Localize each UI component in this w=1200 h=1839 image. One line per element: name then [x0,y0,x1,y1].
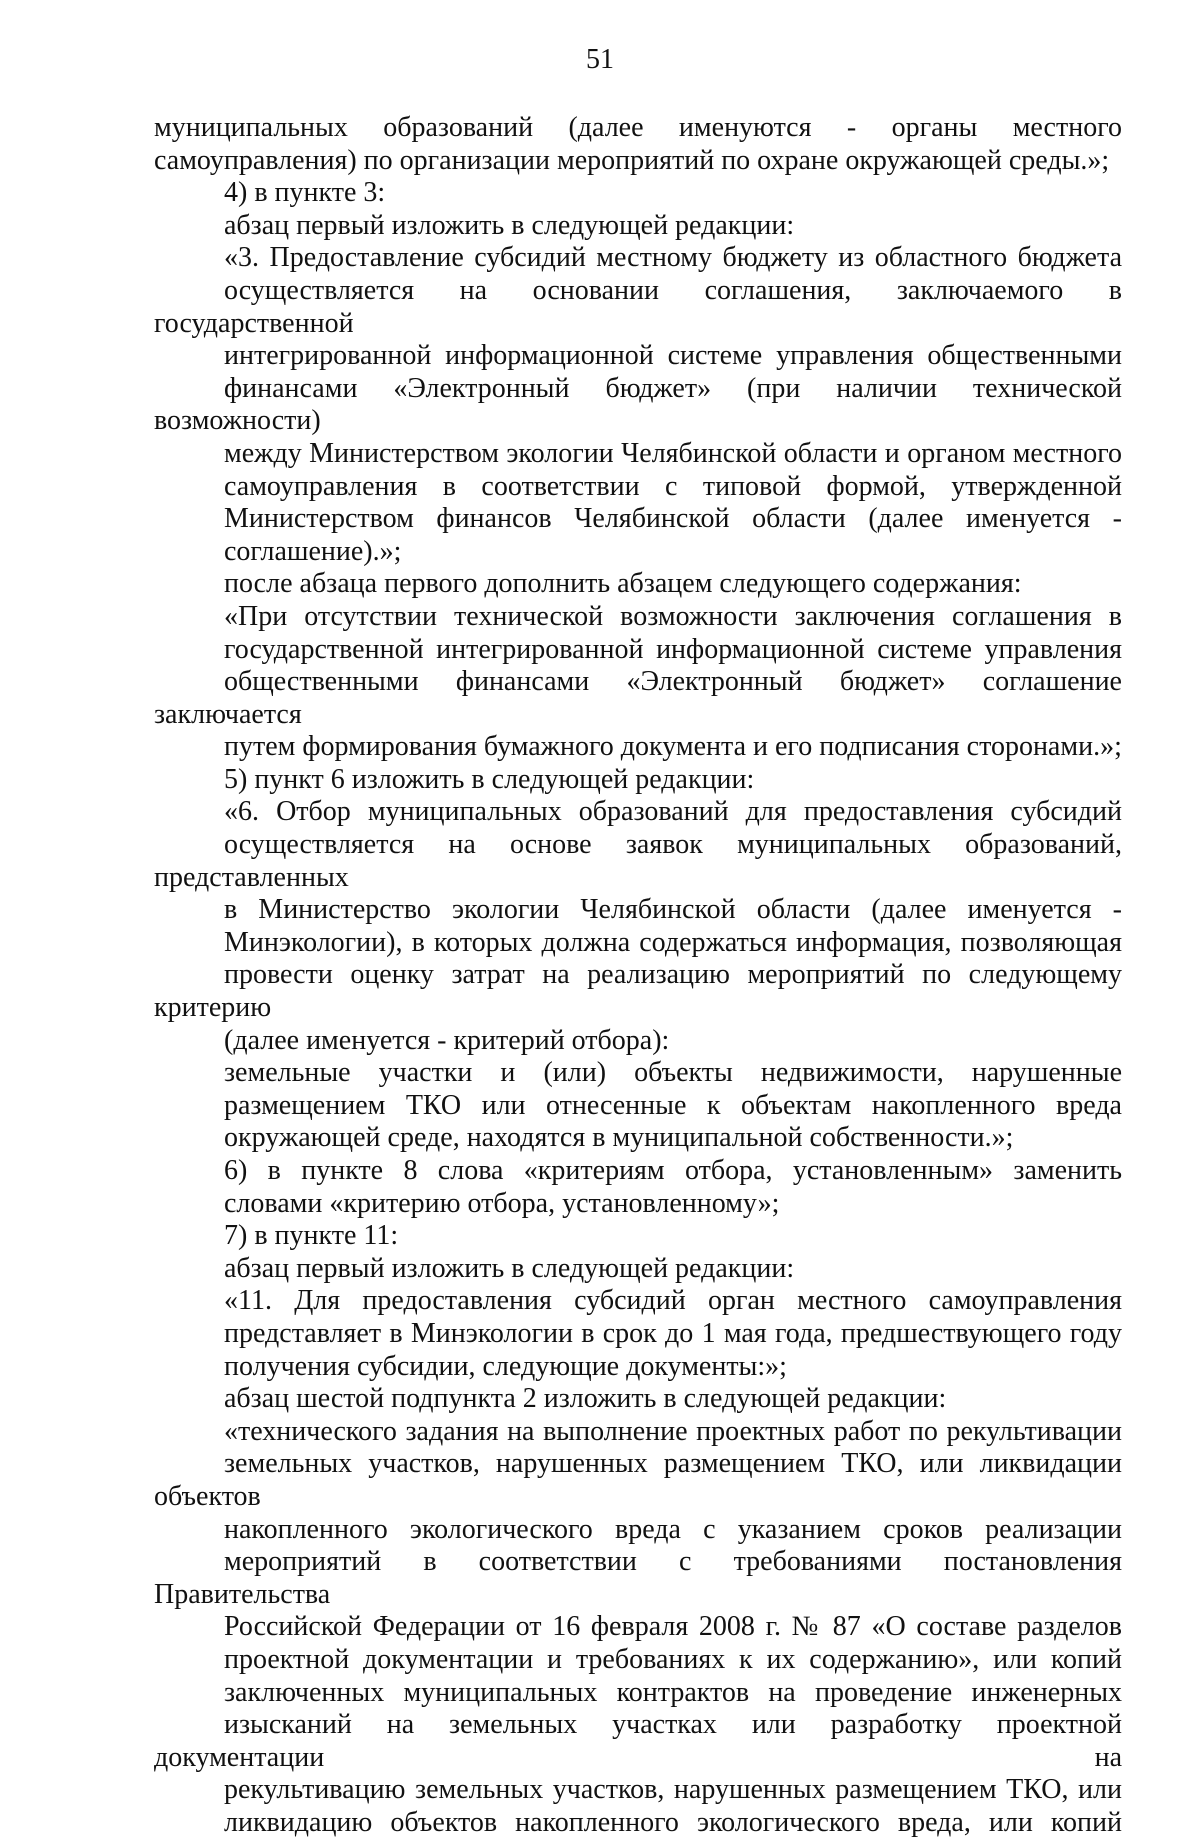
text-line: 5) пункт 6 изложить в следующей редакции: [224,763,755,795]
text-line: Министерством финансов Челябинской области (далее именуется - [224,503,1122,535]
text-line: 7) в пункте 11: [224,1220,399,1252]
paragraph [154,1057,1122,1155]
text-line: осуществляется на основании соглашения, заключаемого в государственной [154,274,1122,339]
paragraph [154,568,1122,601]
text-line: абзац шестой подпункта 2 изложить в следующей редакции: [224,1383,947,1415]
text-line: интегрированной информационной системе управления общественными [224,340,1122,372]
text-line: муниципальных образований (далее именуются - органы местного [154,112,1122,143]
paragraph [154,1416,1122,1839]
text-line: окружающей среде, находятся в муниципальной собственности.»; [224,1122,1014,1154]
text-line: путем формирования бумажного документа и его подписания сторонами.»; [224,731,1122,763]
paragraph [154,601,1122,764]
paragraph [154,1285,1122,1383]
text-line: земельных участков, нарушенных размещением ТКО, или ликвидации объектов [154,1448,1122,1512]
text-line: накопленного экологического вреда с указанием сроков реализации [224,1513,1122,1545]
text-line: финансами «Электронный бюджет» (при наличии технической возможности) [154,372,1122,437]
text-line: в Министерство экологии Челябинской области (далее именуется - [224,894,1122,926]
text-line: словами «критерию отбора, установленному»; [224,1187,780,1219]
text-line: 4) в пункте 3: [224,177,386,209]
document-body [154,112,1122,1839]
text-line: абзац первый изложить в следующей редакции: [224,1252,795,1284]
paragraph [154,210,1122,243]
page-number: 51 [586,44,614,75]
text-line: провести оценку затрат на реализацию мероприятий по следующему критерию [154,959,1122,1024]
text-line: общественными финансами «Электронный бюджет» соглашение заключается [154,666,1122,730]
text-line: «11. Для предоставления субсидий орган местного самоуправления [224,1285,1122,1317]
text-line: самоуправления в соответствии с типовой формой, утвержденной [224,470,1122,502]
paragraph [154,1253,1122,1286]
text-line: «технического задания на выполнение проектных работ по рекультивации [224,1415,1122,1447]
text-line: размещением ТКО или отнесенные к объектам накопленного вреда [224,1089,1122,1121]
text-line: получения субсидии, следующие документы:»; [224,1350,787,1382]
text-line: «3. Предоставление субсидий местному бюджету из областного бюджета [224,242,1122,274]
text-line: ликвидацию объектов накопленного экологического вреда, или копий [224,1806,1122,1838]
text-line: абзац первый изложить в следующей редакции: [224,209,795,241]
paragraph [154,242,1122,568]
text-line: «6. Отбор муниципальных образований для предоставления субсидий [224,796,1122,828]
paragraph [154,1383,1122,1416]
text-line: заключенных муниципальных контрактов на проведение инженерных [224,1676,1122,1708]
text-line: рекультивацию земельных участков, нарушенных размещением ТКО, или [224,1774,1122,1806]
text-line: после абзаца первого дополнить абзацем следующего содержания: [224,568,1022,600]
paragraph [154,796,1122,1057]
paragraph [154,177,1122,210]
text-line: представляет в Минэкологии в срок до 1 мая года, предшествующего году [224,1317,1122,1349]
paragraph [154,1220,1122,1253]
text-line: мероприятий в соответствии с требованиями постановления Правительства [154,1546,1122,1610]
text-line: «При отсутствии технической возможности заключения соглашения в [224,600,1122,632]
text-line: государственной интегрированной информационной системе управления [224,633,1122,665]
text-line: земельные участки и (или) объекты недвижимости, нарушенные [224,1057,1122,1089]
text-line: проектной документации и требованиях к их содержанию», или копий [224,1643,1122,1675]
paragraph [154,112,1122,177]
text-line: между Министерством экологии Челябинской области и органом местного [224,437,1122,469]
text-line: 6) в пункте 8 слова «критериям отбора, установленным» заменить [224,1155,1122,1186]
text-line: самоуправления) по организации мероприятий по охране окружающей среды.»; [154,144,1110,176]
text-line: (далее именуется - критерий отбора): [224,1024,670,1056]
paragraph [154,764,1122,797]
text-line: Российской Федерации от 16 февраля 2008 г. № 87 «О составе разделов [224,1611,1122,1643]
paragraph [154,1155,1122,1220]
text-line: изысканий на земельных участках или разработку проектной документации на [154,1709,1122,1773]
text-line: соглашение).»; [224,535,402,567]
text-line: осуществляется на основе заявок муниципальных образований, представленных [154,829,1122,893]
text-line: Минэкологии), в которых должна содержаться информация, позволяющая [224,926,1122,958]
